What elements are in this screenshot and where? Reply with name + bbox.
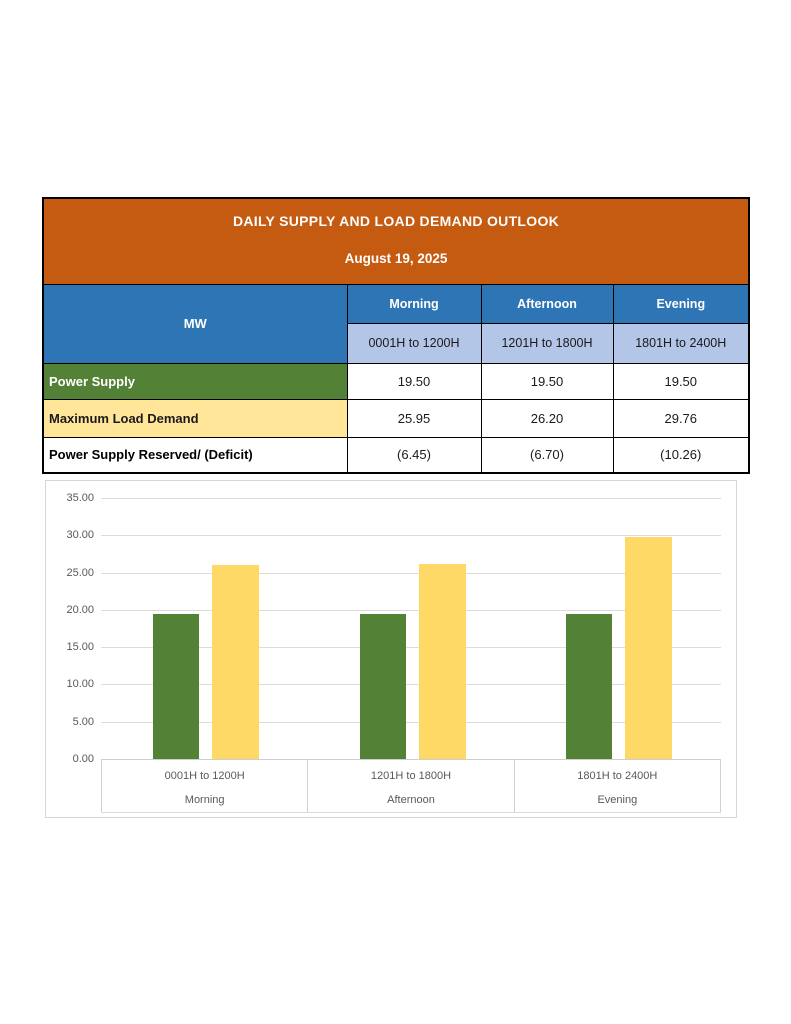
bar-maximum-load-demand-morning: [212, 565, 259, 759]
table-banner: [43, 198, 749, 284]
y-axis-tick-label: 20.00: [66, 603, 94, 616]
column-header-evening: Evening: [613, 284, 749, 323]
x-axis-label-area: [101, 759, 721, 813]
y-axis-tick-label: 35.00: [66, 492, 94, 504]
max-load-morning-value: 25.95: [347, 399, 481, 437]
category-period-label: Afternoon: [387, 794, 435, 806]
power-supply-afternoon-value: 19.50: [481, 363, 613, 399]
table-row: [43, 363, 749, 399]
row-label-reserve-deficit: Power Supply Reserved/ (Deficit): [43, 437, 347, 473]
hours-header-evening: 1801H to 2400H: [613, 323, 749, 363]
max-load-evening-value: 29.76: [613, 399, 749, 437]
supply-demand-table: [42, 197, 750, 474]
row-label-power-supply: Power Supply: [43, 363, 347, 399]
report-date: August 19, 2025: [344, 250, 448, 266]
power-supply-morning-value: 19.50: [347, 363, 481, 399]
x-axis-category-label: [307, 760, 513, 812]
bar-maximum-load-demand-evening: [625, 537, 672, 759]
category-period-label: Morning: [184, 794, 225, 806]
y-axis-tick-label: 30.00: [66, 529, 94, 542]
reserve-evening-value: (10.26): [613, 437, 749, 473]
table-row: [43, 437, 749, 473]
column-header-afternoon: Afternoon: [481, 284, 613, 323]
column-header-morning: Morning: [347, 284, 481, 323]
reserve-morning-value: (6.45): [347, 437, 481, 473]
max-load-afternoon-value: 26.20: [481, 399, 613, 437]
gridline: [101, 498, 721, 499]
power-supply-evening-value: 19.50: [613, 363, 749, 399]
category-hours-label: 1201H to 1800H: [370, 770, 452, 782]
bar-power-supply-morning: [153, 614, 199, 759]
bar-maximum-load-demand-afternoon: [419, 564, 466, 759]
hours-header-afternoon: 1201H to 1800H: [481, 323, 613, 363]
report-title: DAILY SUPPLY AND LOAD DEMAND OUTLOOK: [232, 212, 560, 229]
row-label-max-load-demand: Maximum Load Demand: [43, 399, 347, 437]
y-axis-tick-label: 5.00: [72, 715, 94, 728]
y-axis-tick-label: 15.00: [66, 641, 94, 654]
y-axis-tick-label: 10.00: [66, 678, 94, 691]
y-axis-tick-label: 25.00: [66, 566, 94, 579]
y-axis-tick-label: 0.00: [72, 753, 94, 765]
category-hours-label: 0001H to 1200H: [164, 770, 245, 782]
category-hours-label: 1801H to 2400H: [577, 770, 658, 782]
x-axis-category-label: [514, 760, 721, 812]
table-row: [43, 399, 749, 437]
unit-header-mw: MW: [43, 284, 347, 363]
reserve-afternoon-value: (6.70): [481, 437, 613, 473]
hours-header-morning: 0001H to 1200H: [347, 323, 481, 363]
bar-power-supply-evening: [566, 614, 612, 759]
x-axis-category-label: [101, 760, 307, 812]
category-period-label: Evening: [597, 794, 638, 806]
supply-demand-bar-chart: [45, 480, 737, 818]
bar-power-supply-afternoon: [360, 614, 406, 759]
